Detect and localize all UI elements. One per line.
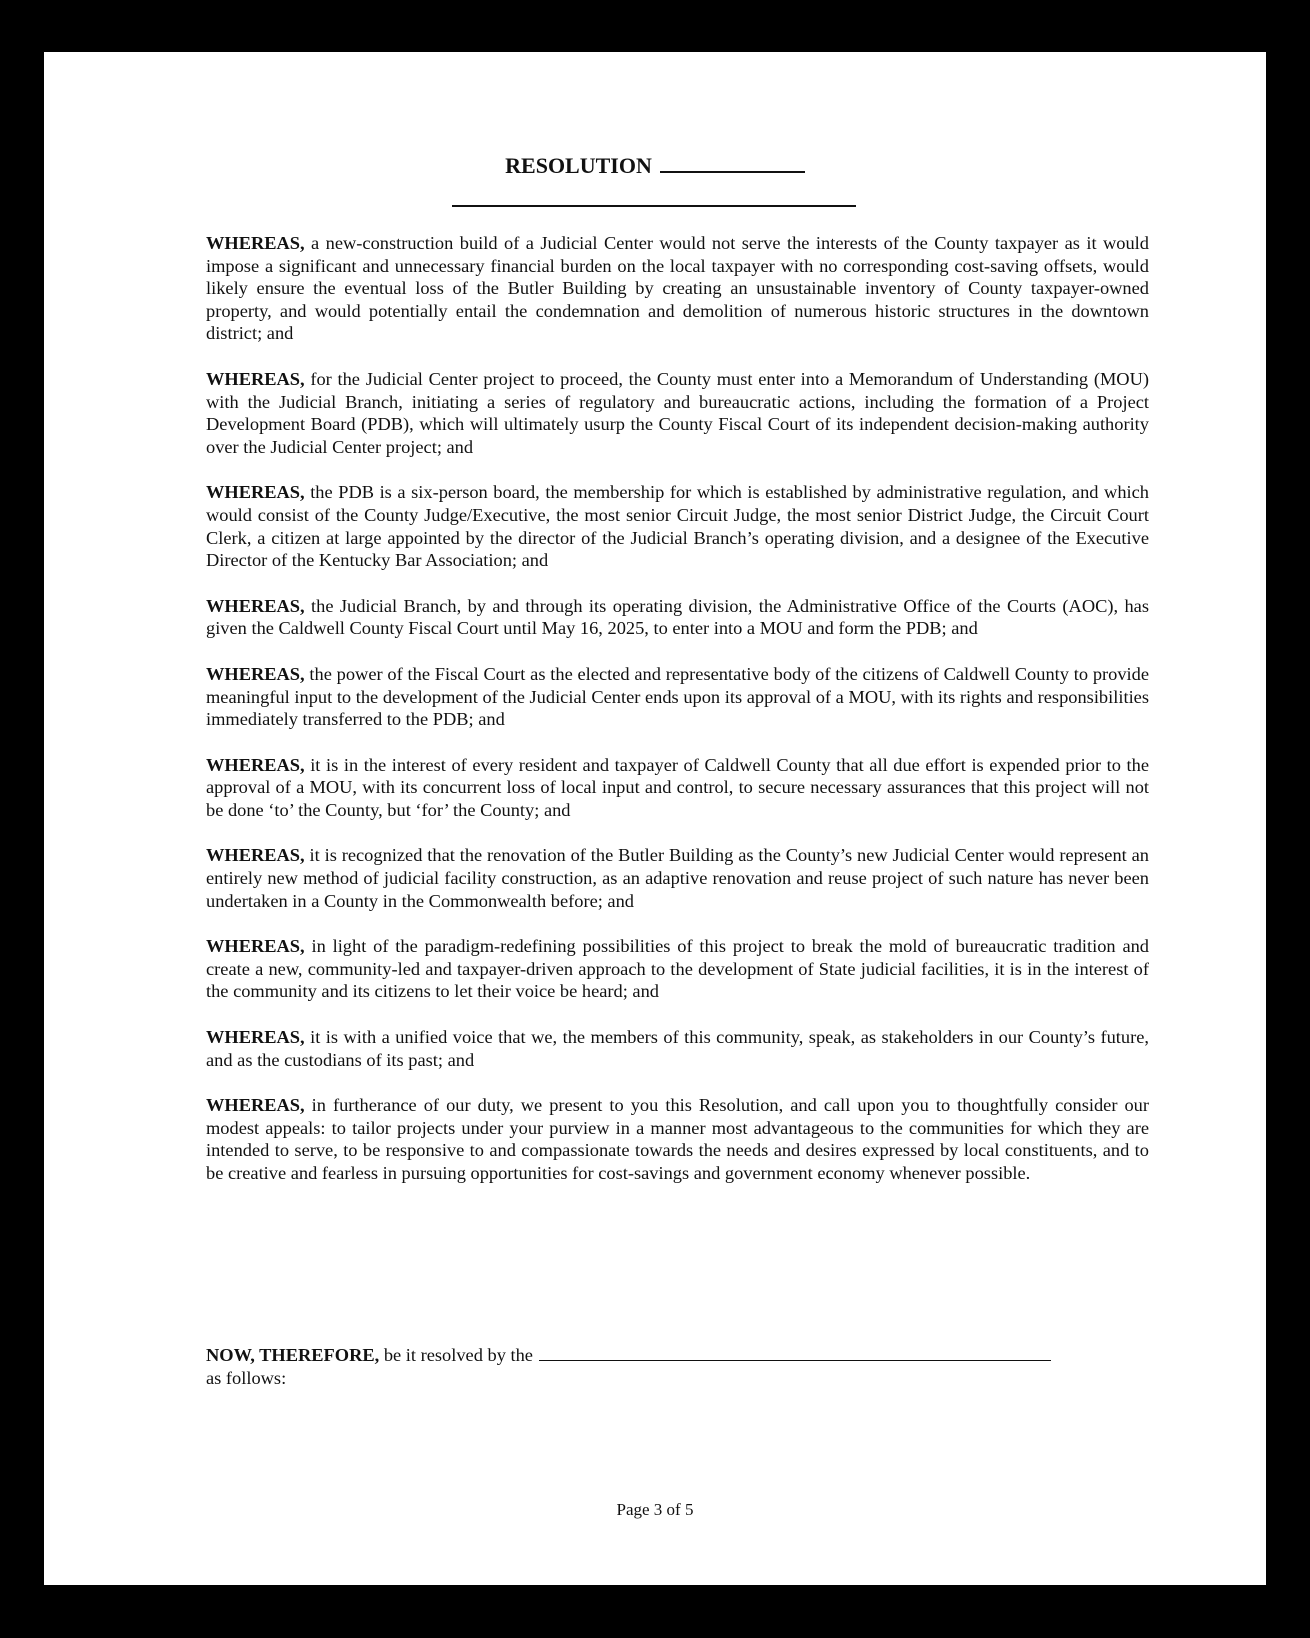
paragraph-text: in furtherance of our duty, we present to you this Resolution, and call upon you to thoughtfully consider our modest appeals: to tailor projects under your purview in a manner most advantageous to the communities for which they are intended to serve, to be responsive to and compassionate towards the needs and desires expressed by local constituents, and to be creative and fearless in pursuing opportunities for cost-savings and government economy whenever possible. — [206, 1095, 1149, 1183]
whereas-paragraph-7 — [206, 844, 1149, 912]
paragraph-text: the power of the Fiscal Court as the elected and representative body of the citizens of Caldwell County to provide meaningful input to the development of the Judicial Center ends upon its approval of a MOU, with its rights and responsibilities immediately transferred to the PDB; and — [206, 663, 1149, 730]
document-body — [206, 232, 1149, 1208]
now-therefore-line — [206, 1342, 1149, 1367]
document-page — [44, 52, 1266, 1585]
whereas-paragraph-10 — [206, 1094, 1149, 1184]
paragraph-lead: WHEREAS, — [206, 233, 305, 253]
now-therefore-continuation: as follows: — [206, 1367, 287, 1388]
whereas-paragraph-8 — [206, 935, 1149, 1003]
paragraph-lead: WHEREAS, — [206, 1095, 305, 1116]
now-therefore-clause — [206, 1342, 1149, 1389]
now-therefore-lead: NOW, THEREFORE, — [206, 1345, 380, 1365]
paragraph-text: in light of the paradigm-redefining possibilities of this project to break the mold of bureaucratic tradition and create a new, community-led and taxpayer-driven approach to the development of State judicial facilities, it is in the interest of the community and its citizens to let their voice be heard; and — [206, 936, 1149, 1002]
page-number: Page 3 of 5 — [616, 1500, 694, 1519]
resolution-number-blank — [660, 151, 805, 173]
paragraph-lead: WHEREAS, — [206, 595, 305, 616]
paragraph-lead: WHEREAS, — [206, 754, 305, 775]
resolving-body-blank — [539, 1342, 1051, 1361]
paragraph-lead: WHEREAS, — [206, 936, 305, 957]
paragraph-lead: WHEREAS, — [206, 482, 305, 503]
resolution-title-row — [44, 151, 1266, 179]
whereas-paragraph-5 — [206, 663, 1149, 731]
paragraph-text: it is in the interest of every resident and taxpayer of Caldwell County that all due effort is expended prior to the approval of a MOU, with its concurrent loss of local input and control, to secure necessary assurances that this project will not be done ‘to’ the County, but ‘for’ the County; and — [206, 754, 1149, 820]
paragraph-text: a new-construction build of a Judicial Center would not serve the interests of the County taxpayer as it would impose a significant and unnecessary financial burden on the local taxpayer with no corresponding cost-saving offsets, would likely ensure the eventual loss of the Butler Building by creating an unsustainable inventory of County taxpayer-owned property, and would potentially entail the condemnation and demolition of numerous historic structures in the downtown district; and — [206, 233, 1149, 344]
whereas-paragraph-4 — [206, 595, 1149, 640]
paragraph-text: the Judicial Branch, by and through its operating division, the Administrative Office of the Courts (AOC), has given the Caldwell County Fiscal Court until May 16, 2025, to enter into a MOU and form the PDB; and — [206, 595, 1149, 639]
paragraph-text: for the Judicial Center project to proceed, the County must enter into a Memorandum of Understanding (MOU) with the Judicial Branch, initiating a series of regulatory and bureaucratic actions, including the formation of a Project Development Board (PDB), which will ultimately usurp the County Fiscal Court of its independent decision-making authority over the Judicial Center project; and — [206, 368, 1149, 457]
whereas-paragraph-3 — [206, 481, 1149, 571]
paragraph-lead: WHEREAS, — [206, 1027, 305, 1048]
paragraph-lead: WHEREAS, — [206, 368, 305, 389]
paragraph-text: it is with a unified voice that we, the members of this community, speak, as stakeholders in our County’s future, and as the custodians of its past; and — [206, 1027, 1149, 1070]
paragraph-text: it is recognized that the renovation of the Butler Building as the County’s new Judicial Center would represent an entirely new method of judicial facility construction, as an adaptive renovation and reuse project of such nature has never been undertaken in a County in the Commonwealth before; and — [206, 845, 1149, 911]
resolution-title: RESOLUTION — [505, 153, 652, 178]
now-therefore-text: be it resolved by the — [379, 1345, 533, 1365]
paragraph-text: the PDB is a six-person board, the membership for which is established by administrative regulation, and which would consist of the County Judge/Executive, the most senior Circuit Judge, the most senior District Judge, the Circuit Court Clerk, a citizen at large appointed by the director of the Judicial Branch’s operating division, and a designee of the Executive Director of the Kentucky Bar Association; and — [206, 482, 1149, 571]
paragraph-lead: WHEREAS, — [206, 663, 305, 684]
whereas-paragraph-9 — [206, 1026, 1149, 1071]
whereas-paragraph-2 — [206, 368, 1149, 458]
whereas-paragraph-6 — [206, 754, 1149, 822]
title-underline-rule — [452, 205, 856, 207]
whereas-paragraph-1 — [206, 232, 1149, 345]
paragraph-lead: WHEREAS, — [206, 845, 305, 866]
